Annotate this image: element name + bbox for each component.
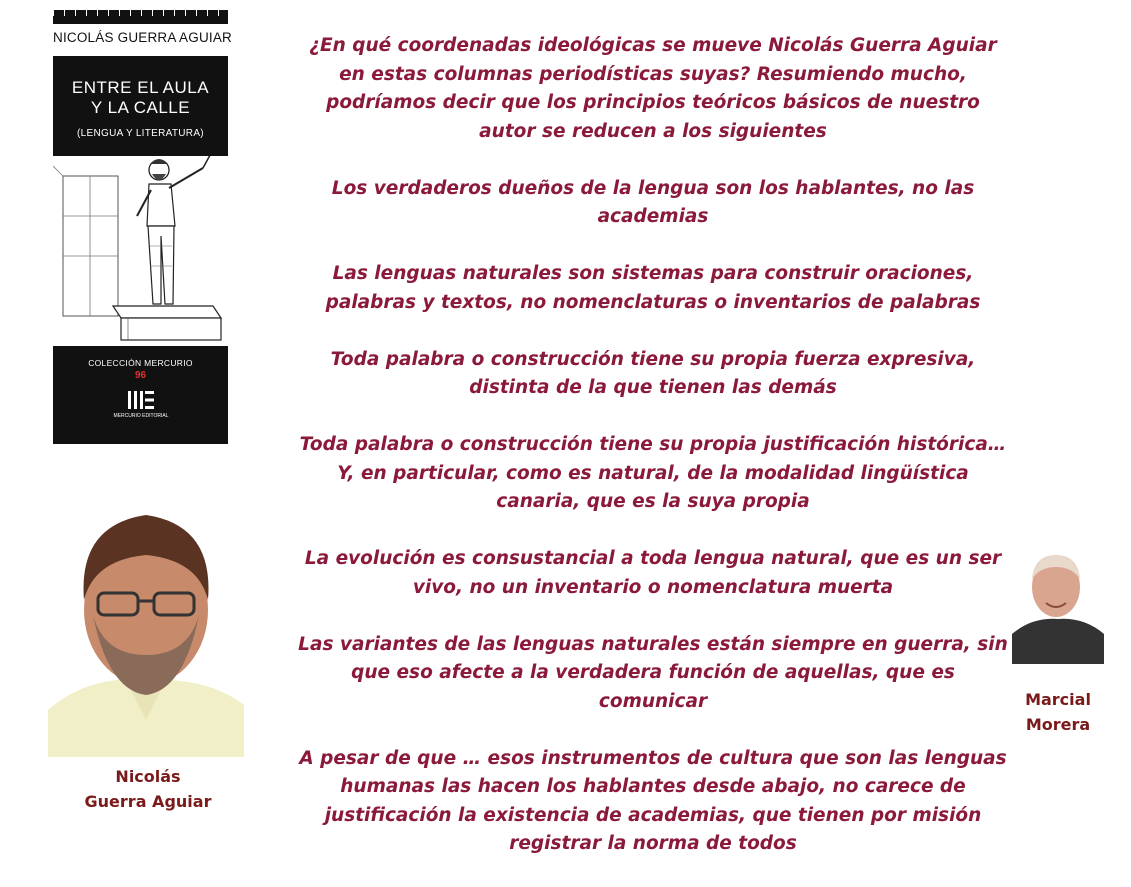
book-author: NICOLÁS GUERRA AGUIAR xyxy=(53,30,232,45)
paragraph-principle-7: A pesar de que … esos instrumentos de cultura que son las lenguas humanas las hacen los hablantes desde abajo, no carece de justificación la existencia de academias, que tienen por misión registrar la norma de todos xyxy=(299,747,1007,854)
caption-left-line1: Nicolás xyxy=(115,767,181,786)
cover-ruler-ticks xyxy=(53,10,228,16)
book-cover xyxy=(53,10,232,444)
publisher-name: MERCURIO EDITORIAL xyxy=(113,413,169,419)
caption-left-line2: Guerra Aguiar xyxy=(84,792,212,811)
paragraph-principle-5: La evolución es consustancial a toda lengua natural, que es un ser vivo, no un inventario o nomenclatura muerta xyxy=(304,548,1002,598)
book-subtitle: (LENGUA Y LITERATURA) xyxy=(77,128,204,139)
portrait-nicolas-guerra-aguiar xyxy=(48,505,244,757)
publisher-logo-icon xyxy=(127,389,155,411)
paragraph-principle-6: Las variantes de las lenguas naturales están siempre en guerra, sin que eso afecte a la verdadera función de aquellas, que es comunicar xyxy=(298,633,1008,712)
caption-right-line1: Marcial xyxy=(1025,690,1091,709)
paragraph-principle-4: Toda palabra o construcción tiene su propia justificación histórica… Y, en particular, como es natural, de la modalidad lingüística canaria, que es la suya propia xyxy=(299,434,1007,512)
book-title-box xyxy=(53,56,228,156)
portrait-marcial-morera xyxy=(1012,549,1104,664)
book-bottom-box xyxy=(53,346,228,444)
paragraph-principle-1: Los verdaderos dueños de la lengua son los hablantes, no las academias xyxy=(331,177,975,227)
caption-left xyxy=(48,764,248,814)
caption-right-line2: Morera xyxy=(1025,715,1091,734)
book-number: 96 xyxy=(134,370,147,381)
paragraph-principle-3: Toda palabra o construcción tiene su propia fuerza expresiva, distinta de la que tienen las demás xyxy=(330,348,976,398)
book-collection: COLECCIÓN MERCURIO xyxy=(88,358,193,368)
caption-right xyxy=(1010,687,1106,737)
main-text xyxy=(298,32,1008,887)
paragraph-intro: ¿En qué coordenadas ideológicas se mueve Nicolás Guerra Aguiar en estas columnas periodísticas suyas? Resumiendo mucho, podríamos decir que los principios teóricos básicos de nuestro autor se reducen a los siguientes xyxy=(309,35,997,142)
paragraph-principle-2: Las lenguas naturales son sistemas para construir oraciones, palabras y textos, no nomenclaturas o inventarios de palabras xyxy=(325,263,981,313)
cover-illustration xyxy=(53,156,228,346)
book-title-line1: ENTRE EL AULA xyxy=(71,78,210,97)
book-title-line2: Y LA CALLE xyxy=(90,98,191,117)
